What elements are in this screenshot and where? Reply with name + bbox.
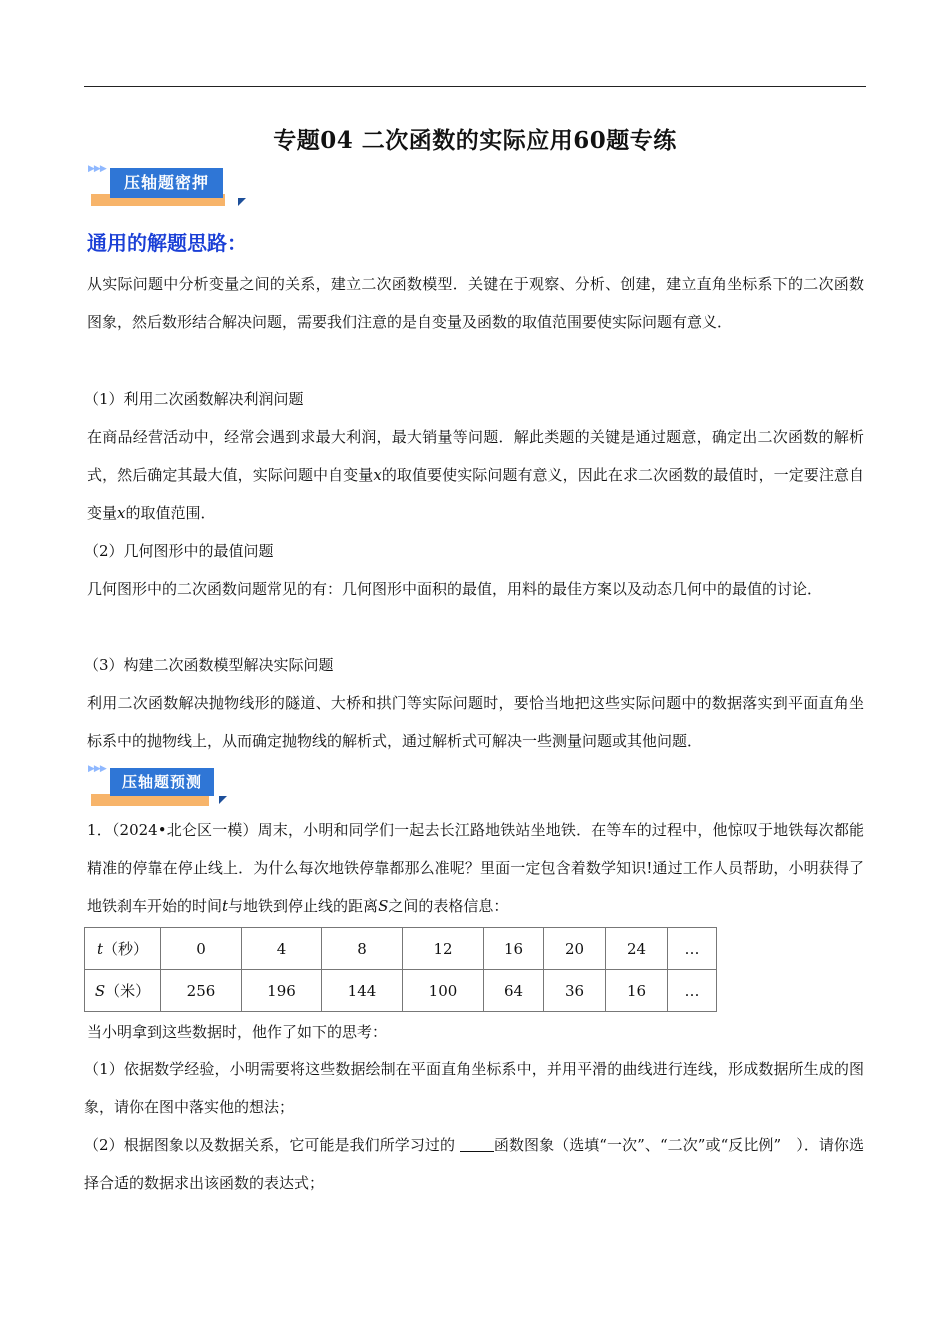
- banner-predictions: [88, 764, 233, 810]
- problem-1-intro-b: 与地铁到停止线的距离: [228, 897, 379, 915]
- table-row-time: [85, 928, 717, 970]
- banner-fold: [238, 198, 246, 206]
- question-2-a: （2）根据图象以及数据关系，它可能是我们所学习过的: [84, 1136, 456, 1154]
- banner-fold: [219, 796, 227, 804]
- answer-blank[interactable]: [460, 1135, 494, 1152]
- table-cell: 16: [484, 928, 544, 970]
- unit-seconds: （秒）: [103, 940, 149, 958]
- question-1: （1）依据数学经验，小明需要将这些数据绘制在平面直角坐标系中，并用平滑的曲线进行连线，形成数据所生成的图象，请你在图中落实他的想法；: [84, 1060, 864, 1116]
- section-1-title: （1）利用二次函数解决利润问题: [84, 390, 304, 408]
- section-1-body-a: 在商品经营活动中，经常会遇到求最大利润，最大销量等问题．解此类题的关键是通过题意，确定出二次函数的解析式，然后确定其最大值，实际问题中自变量: [87, 428, 864, 484]
- arrow-dots-icon: ▶▶▶: [88, 164, 106, 174]
- variable-s: S: [94, 982, 106, 1000]
- problem-1-intro-a: 1．（2024•北仑区一模）周末，小明和同学们一起去长江路地铁站坐地铁．在等车的过程中，他惊叹于地铁每次都能精准的停靠在停止线上．为什么每次地铁停靠都那么准呢？里面一定包含着数学知识!通过工作人员帮助，小明获得了地铁刹车开始的时间: [87, 821, 864, 915]
- intro-paragraph: 从实际问题中分析变量之间的关系，建立二次函数模型．关键在于观察、分析、创建，建立直角坐标系下的二次函数图象，然后数形结合解决问题，需要我们注意的是自变量及函数的取值范围要使实际问题有意义．: [87, 275, 864, 331]
- banner-label: 压轴题预测: [110, 768, 214, 796]
- table-cell: 196: [242, 970, 322, 1012]
- header-rule: [84, 86, 866, 87]
- data-table: [84, 927, 717, 1012]
- row-header-distance: [85, 970, 161, 1012]
- page-title: 专题04 二次函数的实际应用60题专练: [273, 127, 677, 154]
- variable-x: x: [117, 504, 126, 522]
- after-table-text: 当小明拿到这些数据时，他作了如下的思考：: [87, 1023, 388, 1041]
- table-row-distance: [85, 970, 717, 1012]
- table-cell: 144: [322, 970, 403, 1012]
- table-cell: 4: [242, 928, 322, 970]
- banner-label: 压轴题密押: [110, 168, 223, 198]
- section-1-body-c: 的取值范围．: [125, 504, 216, 522]
- section-3-body: 利用二次函数解决抛物线形的隧道、大桥和拱门等实际问题时，要恰当地把这些实际问题中的数据落实到平面直角坐标系中的抛物线上，从而确定抛物线的解析式，通过解析式可解决一些测量问题或其他问题．: [87, 694, 864, 750]
- unit-meters: （米）: [105, 982, 151, 1000]
- variable-x: x: [373, 466, 382, 484]
- banner-key-problems: [88, 164, 248, 210]
- problem-1-intro: [87, 811, 864, 925]
- table-cell: 12: [403, 928, 484, 970]
- table-cell: 16: [606, 970, 668, 1012]
- variable-t: t: [96, 940, 103, 958]
- table-cell: 20: [544, 928, 606, 970]
- section-heading: 通用的解题思路：: [87, 231, 247, 255]
- table-cell: 24: [606, 928, 668, 970]
- question-2: [84, 1126, 864, 1202]
- table-cell: …: [668, 928, 717, 970]
- variable-s: S: [378, 897, 389, 915]
- table-cell: 256: [161, 970, 242, 1012]
- table-cell: 0: [161, 928, 242, 970]
- section-1-body: [87, 418, 864, 532]
- row-header-time: [85, 928, 161, 970]
- table-cell: 36: [544, 970, 606, 1012]
- section-2-body: 几何图形中的二次函数问题常见的有：几何图形中面积的最值，用料的最佳方案以及动态几何中的最值的讨论．: [87, 580, 823, 598]
- problem-1-intro-c: 之间的表格信息：: [388, 897, 509, 915]
- section-3-title: （3）构建二次函数模型解决实际问题: [84, 656, 334, 674]
- table-cell: 64: [484, 970, 544, 1012]
- arrow-dots-icon: ▶▶▶: [88, 764, 106, 774]
- section-2-title: （2）几何图形中的最值问题: [84, 542, 274, 560]
- variable-t: t: [222, 897, 229, 915]
- table-cell: 100: [403, 970, 484, 1012]
- section-1-body-b: 的取值要使实际问题有意义，因此在求二次函数的最值时，一定要注意自变量: [87, 466, 864, 522]
- question-2-b: 函数图象（选填“一次”、“二次”或“反比例” ）．请你选择合适的数据求出该函数的表达式；: [84, 1136, 864, 1192]
- table-cell: 8: [322, 928, 403, 970]
- table-cell: …: [668, 970, 717, 1012]
